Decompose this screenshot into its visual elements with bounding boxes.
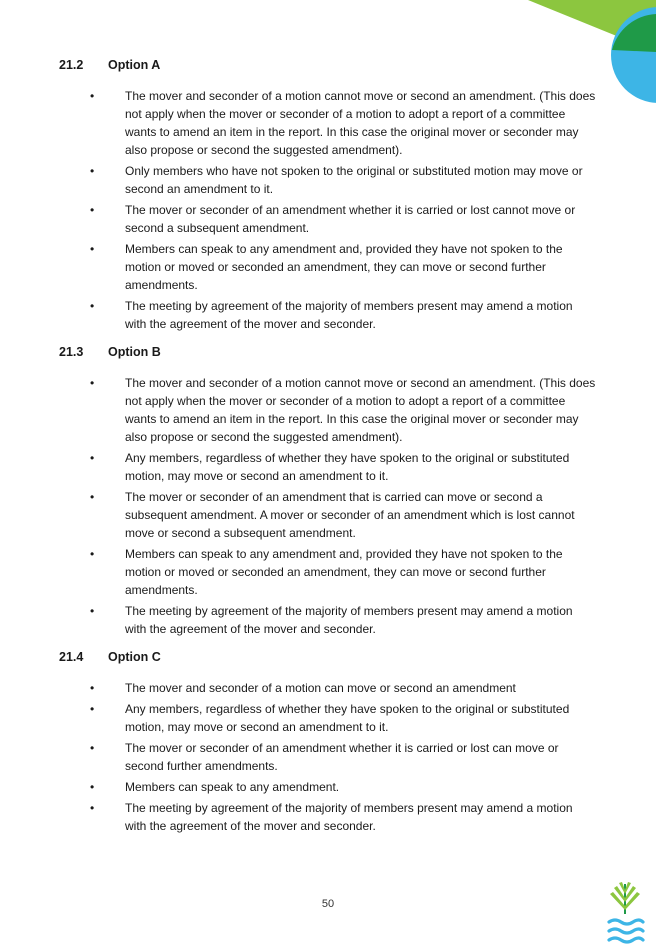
bullet-icon: • [90,89,95,103]
bullet-icon: • [90,801,95,815]
list-item-text: The mover or seconder of an amendment whether it is carried or lost cannot move or second a subsequent amendment. [125,203,576,235]
bullet-icon: • [90,299,95,313]
section-title: Option C [108,650,161,664]
list-item-text: The mover and seconder of a motion cannot move or second an amendment. (This does not apply when the mover or seconder of a motion to adopt a report of a committee wants to amend an item in the report. In this case the original mover or seconder may also propose or second the suggested amendment). [125,89,596,157]
bullet-icon: • [90,203,95,217]
list-item-text: Members can speak to any amendment. [125,780,340,794]
section-number: 21.3 [59,345,84,359]
section-title: Option A [108,58,161,72]
list-item-text: Members can speak to any amendment and, provided they have not spoken to the motion or moved or seconded an amendment, they can move or second further amendments. [125,242,563,292]
list-item [0,700,656,736]
list-item-text: The mover and seconder of a motion can move or second an amendment [125,681,516,695]
list-item [0,778,656,796]
bullet-icon: • [90,376,95,390]
list-item-text: The mover or seconder of an amendment that is carried can move or second a subsequent amendment. A mover or seconder of an amendment which is lost cannot move or second a subsequent amendment. [125,490,575,540]
list-item-text: The meeting by agreement of the majority of members present may amend a motion with the agreement of the mover and seconder. [125,299,573,331]
section-title: Option B [108,345,161,359]
bullet-icon: • [90,741,95,755]
bullet-icon: • [90,604,95,618]
list-item [0,449,656,485]
list-item [0,488,656,542]
list-item-text: The meeting by agreement of the majority of members present may amend a motion with the agreement of the mover and seconder. [125,604,573,636]
bullet-icon: • [90,164,95,178]
bullet-list [0,87,656,336]
list-item [0,297,656,333]
section-heading [59,345,161,359]
section-number: 21.4 [59,650,84,664]
list-item [0,240,656,294]
bullet-icon: • [90,451,95,465]
list-item [0,602,656,638]
section-number: 21.2 [59,58,84,72]
list-item-text: The meeting by agreement of the majority of members present may amend a motion with the agreement of the mover and seconder. [125,801,573,833]
list-item-text: The mover or seconder of an amendment whether it is carried or lost can move or second further amendments. [125,741,559,773]
bullet-list [0,679,656,838]
list-item [0,739,656,775]
list-item-text: Members can speak to any amendment and, provided they have not spoken to the motion or moved or seconded an amendment, they can move or second further amendments. [125,547,563,597]
bullet-icon: • [90,547,95,561]
list-item [0,374,656,446]
bullet-icon: • [90,702,95,716]
list-item [0,799,656,835]
bullet-list [0,374,656,641]
section-heading [59,650,161,664]
page-number: 50 [321,898,335,910]
list-item-text: Any members, regardless of whether they have spoken to the original or substituted motion, may move or second an amendment to it. [125,702,570,734]
bullet-icon: • [90,490,95,504]
bullet-icon: • [90,681,95,695]
list-item [0,162,656,198]
list-item [0,545,656,599]
section-heading [59,58,160,72]
list-item [0,87,656,159]
list-item-text: Only members who have not spoken to the original or substituted motion may move or second an amendment to it. [125,164,583,196]
bullet-icon: • [90,780,95,794]
bullet-icon: • [90,242,95,256]
list-item [0,679,656,697]
list-item [0,201,656,237]
council-logo-icon [606,880,646,948]
list-item-text: Any members, regardless of whether they have spoken to the original or substituted motion, may move or second an amendment to it. [125,451,570,483]
list-item-text: The mover and seconder of a motion cannot move or second an amendment. (This does not apply when the mover or seconder of a motion to adopt a report of a committee wants to amend an item in the report. In this case the original mover or seconder may also propose or second the suggested amendment). [125,376,596,444]
